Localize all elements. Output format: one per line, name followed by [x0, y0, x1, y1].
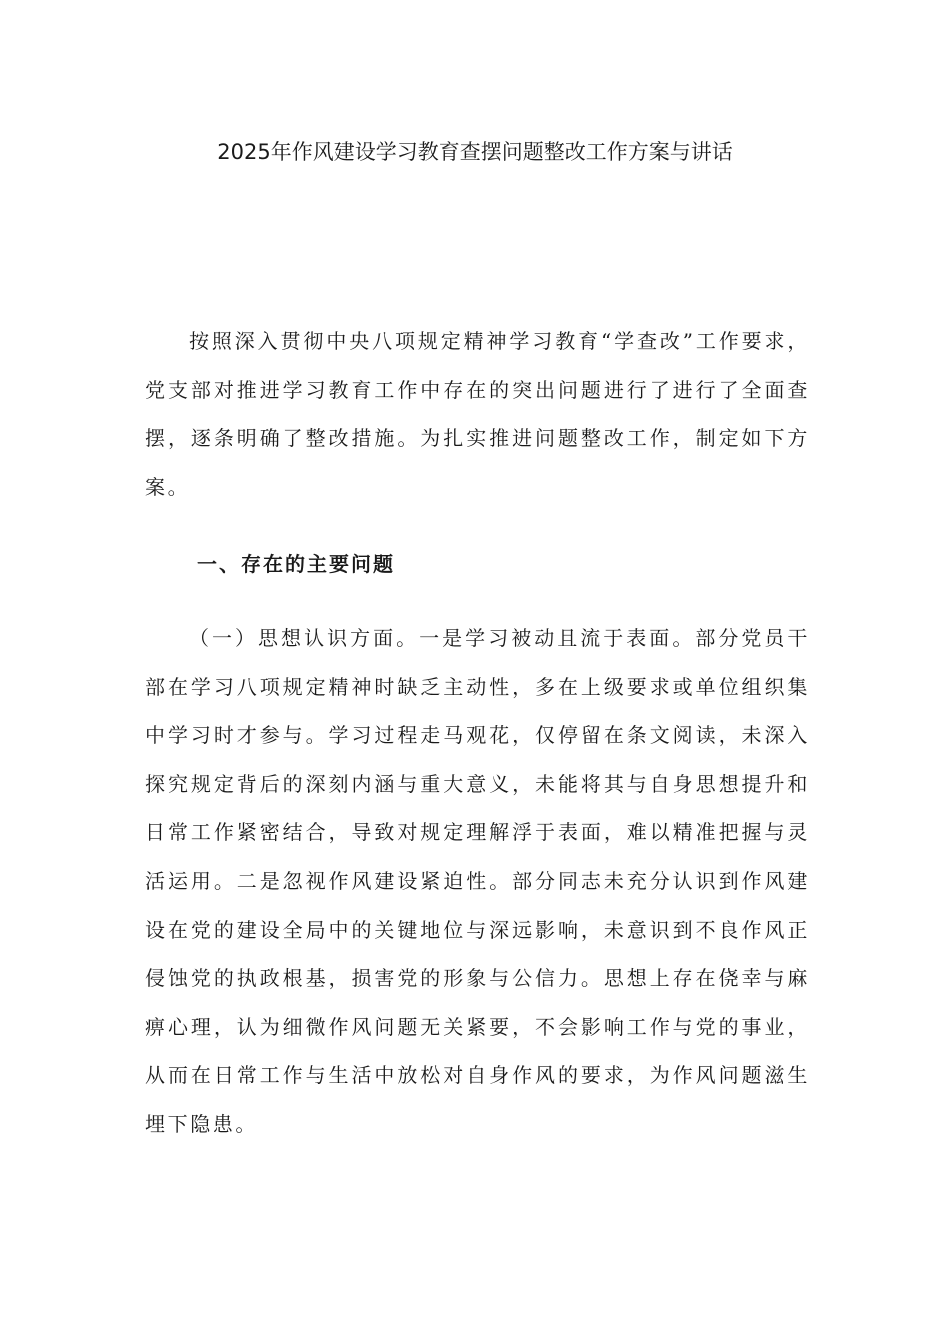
document-body [145, 317, 810, 1149]
document-title: 2025年作风建设学习教育查摆问题整改工作方案与讲话 [217, 140, 733, 164]
section-heading: 一、存在的主要问题 [197, 552, 395, 577]
intro-paragraph: 按照深入贯彻中央八项规定精神学习教育“学查改”工作要求，党支部对推进学习教育工作中存在的突出问题进行了进行了全面查摆，逐条明确了整改措施。为扎实推进问题整改工作，制定如下方案。 [145, 329, 810, 499]
body-paragraph: （一）思想认识方面。一是学习被动且流于表面。部分党员干部在学习八项规定精神时缺乏主动性，多在上级要求或单位组织集中学习时才参与。学习过程走马观花，仅停留在条文阅读，未深入探究规定背后的深刻内涵与重大意义，未能将其与自身思想提升和日常工作紧密结合，导致对规定理解浮于表面，难以精准把握与灵活运用。二是忽视作风建设紧迫性。部分同志未充分认识到作风建设在党的建设全局中的关键地位与深远影响，未意识到不良作风正侵蚀党的执政根基，损害党的形象与公信力。思想上存在侥幸与麻痹心理，认为细微作风问题无关紧要，不会影响工作与党的事业，从而在日常工作与生活中放松对自身作风的要求，为作风问题滋生埋下隐患。 [145, 625, 810, 1136]
